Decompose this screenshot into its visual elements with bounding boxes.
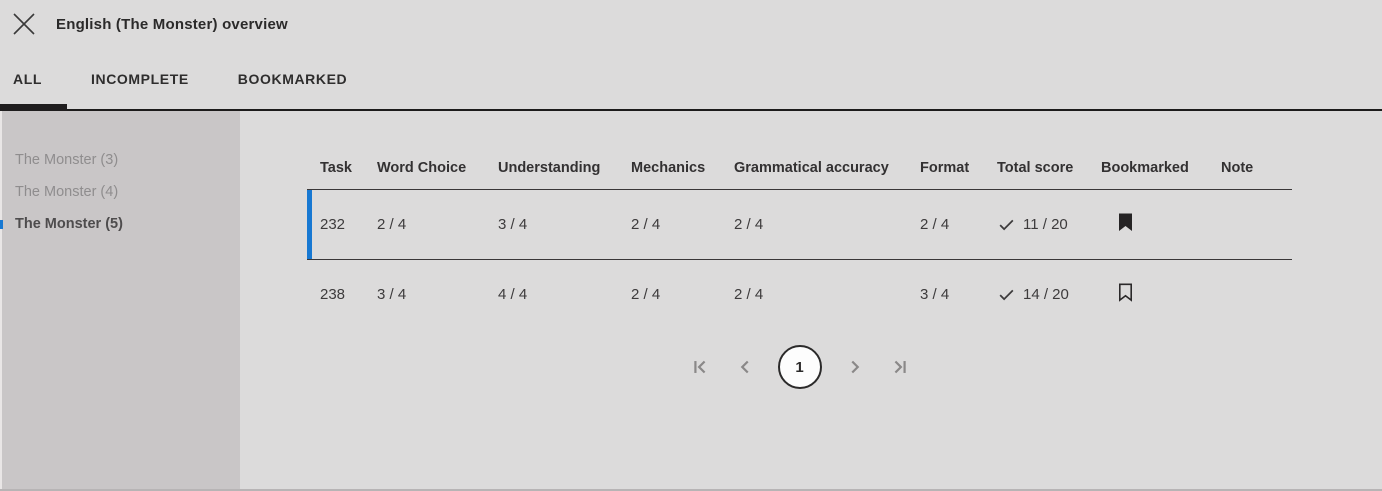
bookmark-button[interactable] (1118, 213, 1133, 232)
cell-bookmarked (1101, 189, 1221, 259)
column-header-format: Format (920, 111, 997, 189)
last-page-icon (889, 356, 911, 378)
bookmark-filled-icon (1118, 213, 1133, 232)
cell-word-choice: 2 / 4 (377, 215, 407, 233)
sidebar-item-label: The Monster (3) (15, 152, 119, 168)
active-item-indicator (0, 220, 3, 229)
sidebar-item-label: The Monster (4) (15, 184, 119, 200)
column-header-understanding: Understanding (498, 111, 631, 189)
column-header-grammatical-accuracy: Grammatical accuracy (734, 111, 920, 189)
column-header-note: Note (1221, 111, 1292, 189)
first-page-icon (689, 356, 711, 378)
sidebar-item-the-monster-3[interactable] (2, 144, 240, 176)
close-button[interactable] (9, 9, 39, 39)
pagination (307, 345, 1292, 389)
tab-bookmarked[interactable]: BOOKMARKED (225, 48, 360, 109)
cell-understanding: 4 / 4 (498, 285, 528, 303)
current-page-button[interactable]: 1 (778, 345, 822, 389)
cell-note (1221, 189, 1292, 259)
cell-note (1221, 259, 1292, 329)
cell-total-score (997, 259, 1101, 329)
next-page-button[interactable] (843, 355, 867, 379)
cell-mechanics: 2 / 4 (631, 215, 661, 233)
cell-format: 3 / 4 (920, 285, 950, 303)
scores-table (307, 111, 1292, 329)
total-score-value: 11 / 20 (1023, 215, 1068, 233)
tab-incomplete[interactable]: INCOMPLETE (78, 48, 202, 109)
check-icon (997, 215, 1016, 234)
total-score-value: 14 / 20 (1023, 285, 1069, 303)
cell-mechanics: 2 / 4 (631, 285, 661, 303)
column-header-mechanics: Mechanics (631, 111, 734, 189)
bookmark-button[interactable] (1118, 283, 1133, 302)
cell-task: 232 (320, 215, 346, 233)
table-header-row (307, 111, 1292, 189)
bookmark-outline-icon (1118, 283, 1133, 302)
cell-format: 2 / 4 (920, 215, 950, 233)
cell-word-choice: 3 / 4 (377, 285, 407, 303)
main-content (240, 111, 1382, 489)
title-bar (0, 0, 1382, 48)
previous-page-button[interactable] (733, 355, 757, 379)
first-page-button[interactable] (688, 355, 712, 379)
chevron-right-icon (844, 356, 866, 378)
tab-bar (0, 48, 1382, 111)
close-icon (11, 11, 37, 37)
last-page-button[interactable] (888, 355, 912, 379)
column-header-task: Task (307, 111, 377, 189)
column-header-bookmarked: Bookmarked (1101, 111, 1221, 189)
page-title: English (The Monster) overview (56, 15, 288, 33)
sidebar-item-label: The Monster (5) (15, 216, 123, 232)
chevron-left-icon (734, 356, 756, 378)
body (0, 111, 1382, 489)
cell-understanding: 3 / 4 (498, 215, 528, 233)
column-header-total-score: Total score (997, 111, 1101, 189)
cell-bookmarked (1101, 259, 1221, 329)
check-icon (997, 285, 1016, 304)
cell-task: 238 (320, 285, 346, 303)
table-row-task-232[interactable] (307, 189, 1292, 259)
cell-grammatical-accuracy: 2 / 4 (734, 215, 764, 233)
sidebar-item-the-monster-4[interactable] (2, 176, 240, 208)
column-header-word-choice: Word Choice (377, 111, 498, 189)
tab-all[interactable]: ALL (0, 48, 55, 109)
cell-total-score (997, 189, 1101, 259)
table-row-task-238[interactable] (307, 259, 1292, 329)
sidebar (0, 111, 240, 489)
sidebar-item-the-monster-5[interactable] (2, 208, 240, 240)
cell-grammatical-accuracy: 2 / 4 (734, 285, 764, 303)
